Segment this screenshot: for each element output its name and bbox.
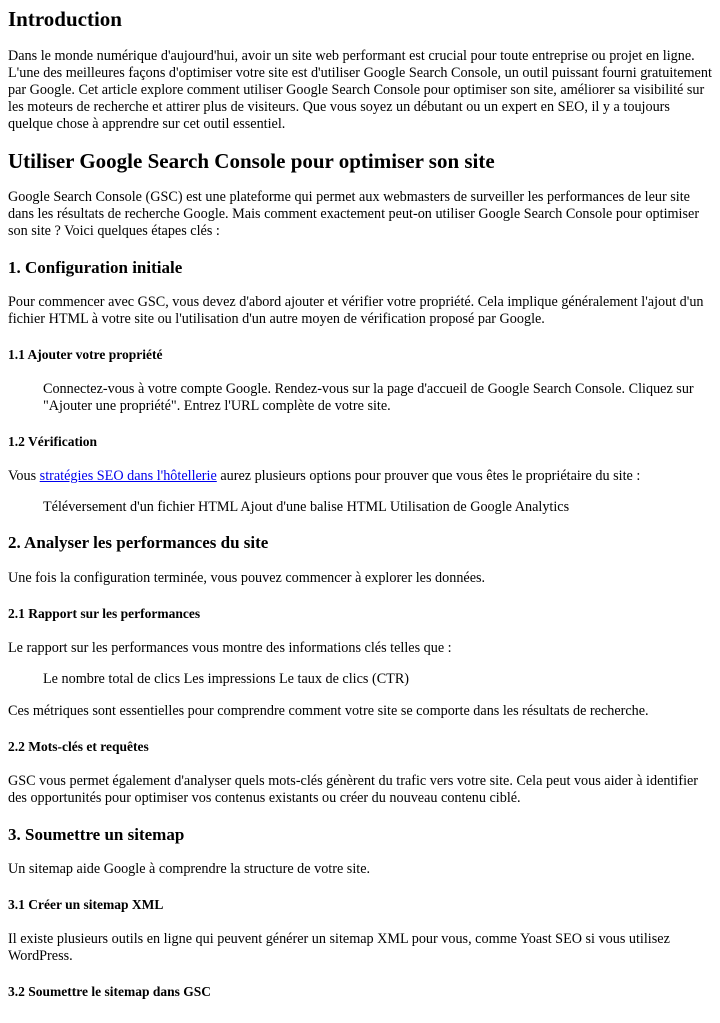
intro-heading: Introduction [8, 7, 122, 31]
section-1-2-heading: 1.2 Vérification [8, 434, 97, 449]
section-2-1-paragraph-2: Ces métriques sont essentielles pour comprendre comment votre site se comporte dans les résultats de recherche. [8, 703, 649, 719]
seo-hotellerie-link[interactable]: stratégies SEO dans l'hôtellerie [39, 468, 217, 484]
article [0, 6, 720, 1001]
section-1-1-heading: 1.1 Ajouter votre propriété [8, 347, 163, 362]
section-3-1-heading: 3.1 Créer un sitemap XML [8, 897, 164, 912]
intro-paragraph: Dans le monde numérique d'aujourd'hui, avoir un site web performant est crucial pour toute entreprise ou projet en ligne. L'une des meilleures façons d'optimiser votre site est d'utiliser Google Search Console, un outil puissant fourni gratuitement par Google. Cet article explore comment utiliser Google Search Console pour optimiser son site, améliorer sa visibilité sur les moteurs de recherche et attirer plus de visiteurs. Que vous soyez un débutant ou un expert en SEO, il y a toujours quelque chose à apprendre sur cet outil essentiel. [8, 48, 712, 132]
section-2-heading: 2. Analyser les performances du site [8, 533, 269, 552]
section-2-2-paragraph: GSC vous permet également d'analyser quels mots-clés génèrent du trafic vers votre site. Cela peut vous aider à identifier des opportunités pour optimiser vos contenus existants ou créer du nouveau contenu ciblé. [8, 773, 699, 806]
section-1-heading: 1. Configuration initiale [8, 258, 183, 277]
section-2-1-quote: Le nombre total de clics Les impressions Le taux de clics (CTR) [43, 671, 410, 687]
section-2-2-heading: 2.2 Mots-clés et requêtes [8, 739, 149, 754]
section-2-1-paragraph: Le rapport sur les performances vous montre des informations clés telles que : [8, 640, 452, 656]
section-1-paragraph: Pour commencer avec GSC, vous devez d'abord ajouter et vérifier votre propriété. Cela implique généralement l'ajout d'un fichier HTML à votre site ou l'utilisation d'un autre moyen de vérification proposé par Google. [8, 294, 704, 327]
section-1-1-quote: Connectez-vous à votre compte Google. Rendez-vous sur la page d'accueil de Google Search Console. Cliquez sur "Ajouter une propriété". Entrez l'URL complète de votre site. [43, 381, 694, 414]
section-3-heading: 3. Soumettre un sitemap [8, 825, 185, 844]
section-1-2-text-before: Vous [8, 468, 40, 484]
main-paragraph: Google Search Console (GSC) est une plateforme qui permet aux webmasters de surveiller les performances de leur site dans les résultats de recherche Google. Mais comment exactement peut-on utiliser Google Search Console pour optimiser son site ? Voici quelques étapes clés : [8, 189, 700, 239]
main-heading: Utiliser Google Search Console pour optimiser son site [8, 149, 495, 173]
section-1-2-quote: Téléversement d'un fichier HTML Ajout d'une balise HTML Utilisation de Google Analytics [43, 499, 570, 515]
section-3-2-heading: 3.2 Soumettre le sitemap dans GSC [8, 984, 212, 999]
section-1-2-text-after: aurez plusieurs options pour prouver que vous êtes le propriétaire du site : [216, 468, 641, 484]
section-2-paragraph: Une fois la configuration terminée, vous pouvez commencer à explorer les données. [8, 570, 486, 586]
section-3-1-paragraph: Il existe plusieurs outils en ligne qui peuvent générer un sitemap XML pour vous, comme Yoast SEO si vous utilisez WordPress. [8, 931, 670, 964]
section-1-2-paragraph [8, 468, 712, 485]
section-2-1-heading: 2.1 Rapport sur les performances [8, 606, 201, 621]
section-3-paragraph: Un sitemap aide Google à comprendre la structure de votre site. [8, 861, 371, 877]
